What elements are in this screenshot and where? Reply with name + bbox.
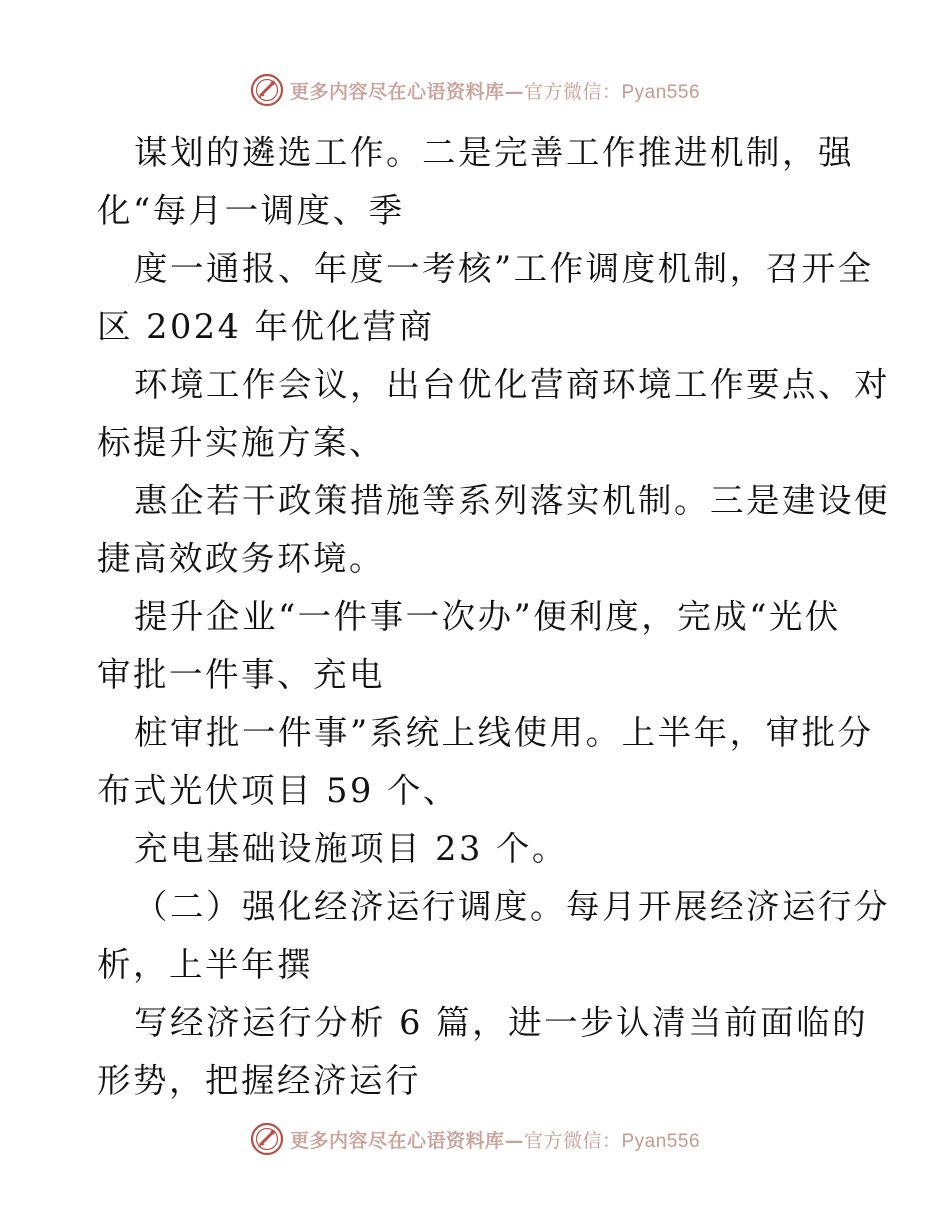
header-banner	[0, 70, 950, 110]
text-line: 化“每月一调度、季	[97, 191, 405, 230]
text-line: 桩审批一件事”系统上线使用。上半年，审批分	[134, 713, 874, 752]
text-line: 环境工作会议，出台优化营商环境工作要点、对	[134, 365, 890, 404]
text-line: 写经济运行分析 6 篇，进一步认清当前面临的	[134, 1003, 869, 1042]
text-line: 形势，把握经济运行	[97, 1061, 421, 1100]
text-line: 审批一件事、充电	[97, 655, 385, 694]
footer-banner	[0, 1119, 950, 1159]
text-line: 析，上半年撰	[97, 945, 313, 984]
footer-banner-text	[290, 1126, 700, 1153]
text-line: 惠企若干政策措施等系列落实机制。三是建设便	[134, 481, 890, 520]
document-body	[97, 124, 890, 1110]
text-line: 捷高效政务环境。	[97, 539, 385, 578]
text-line: 提升企业“一件事一次办”便利度，完成“光伏	[134, 597, 841, 636]
text-line: 度一通报、年度一考核”工作调度机制，召开全	[134, 249, 874, 288]
footer-banner-suffix: 官方微信：Pyan556	[524, 1130, 701, 1152]
footer-banner-inner	[250, 1122, 700, 1156]
footer-banner-main: 更多内容尽在心语资料库	[289, 1129, 505, 1152]
text-line: （二）强化经济运行调度。每月开展经济运行分	[134, 887, 890, 926]
header-banner-main: 更多内容尽在心语资料库	[289, 80, 505, 103]
text-line: 标提升实施方案、	[97, 423, 385, 462]
text-line: 谋划的遴选工作。二是完善工作推进机制，强	[134, 133, 854, 172]
header-banner-inner	[250, 73, 700, 107]
text-line: 布式光伏项目 59 个、	[97, 771, 459, 810]
stamp-logo-icon	[250, 1122, 284, 1156]
footer-banner-separator: —	[504, 1129, 524, 1152]
stamp-logo-icon	[250, 73, 284, 107]
header-banner-suffix: 官方微信：Pyan556	[524, 81, 701, 103]
text-line: 区 2024 年优化营商	[97, 307, 435, 346]
header-banner-separator: —	[504, 80, 524, 103]
header-banner-text	[290, 77, 700, 104]
text-line: 充电基础设施项目 23 个。	[134, 829, 568, 868]
